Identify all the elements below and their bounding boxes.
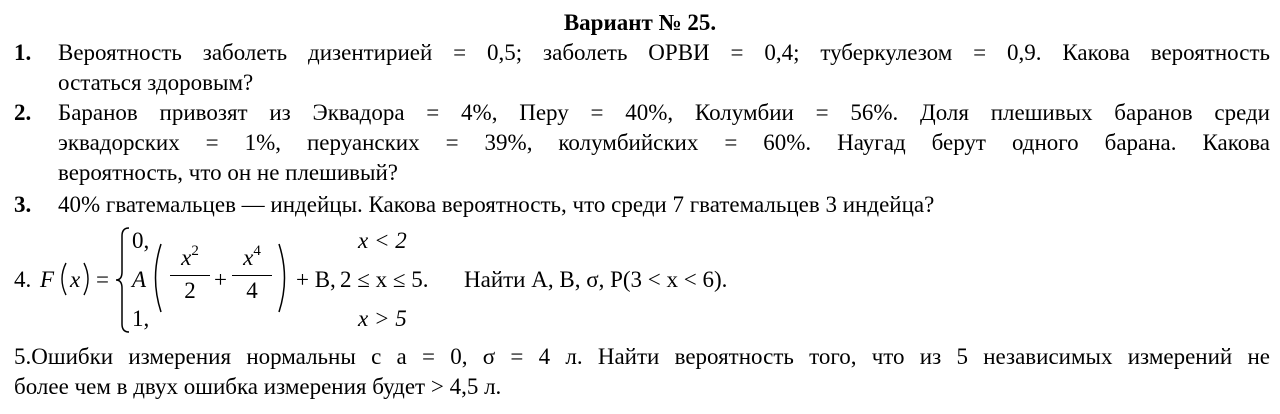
function-argument: x — [70, 267, 81, 292]
problem-2 — [14, 98, 1270, 188]
problem-1 — [14, 38, 1270, 98]
equals-sign: = — [96, 267, 109, 292]
coefficient-a: A — [132, 267, 147, 292]
problem-4-label: 4. — [14, 267, 32, 292]
problem-text-line: остаться здоровым? — [58, 70, 254, 95]
variant-title: Вариант № 25. — [563, 10, 717, 35]
problem-text-line: более чем в двух ошибка измерения будет > 4,5 л. — [14, 374, 502, 399]
left-brace — [114, 226, 132, 334]
case-1-condition: x < 2 — [358, 228, 407, 253]
case-2-condition: 2 ≤ x ≤ 5. — [340, 267, 429, 292]
big-right-paren — [276, 242, 292, 314]
problem-text-line: Вероятность заболеть дизентирией = 0,5; заболеть ОРВИ = 0,4; туберкулезом = 0,9. Какова вероятность — [58, 40, 1270, 65]
problem-5 — [14, 342, 1270, 402]
fraction-x2-over-2: $\frac{x^2}{2}$ — [170, 244, 210, 306]
big-left-paren — [148, 242, 164, 314]
problem-3 — [14, 190, 1270, 220]
problem-text-line: 40% гватемальцев — индейцы. Какова вероятность, что среди 7 гватемальцев 3 индейца? — [58, 192, 935, 217]
problem-4-formula — [14, 224, 1270, 336]
case-3-condition: x > 5 — [358, 306, 407, 331]
plus-sign: + — [214, 267, 227, 292]
problem-text-line: эквадорских = 1%, перуанских = 39%, колумбийских = 60%. Наугад берут одного барана. Какова — [58, 130, 1270, 155]
problem-number: 3. — [14, 192, 32, 217]
function-name: F — [40, 267, 55, 292]
case-1-value: 0, — [132, 228, 150, 253]
fraction-x4-over-4: $\frac{x^4}{4}$ — [232, 244, 272, 306]
case-3-value: 1, — [132, 306, 150, 331]
problem-number: 1. — [14, 40, 32, 65]
right-paren — [82, 262, 94, 296]
problem-text-line: вероятность, что он не плешивый? — [58, 160, 398, 185]
problem-text-line: Баранов привозят из Эквадора = 4%, Перу = 40%, Колумбии = 56%. Доля плешивых баранов среди — [58, 100, 1270, 125]
problem-4-task: Найти A, B, σ, P(3 < x < 6). — [464, 267, 728, 292]
problem-text-line: 5.Ошибки измерения нормальны с a = 0, σ = 4 л. Найти вероятность того, что из 5 независимых измерений не — [14, 344, 1270, 369]
problem-number: 2. — [14, 100, 32, 125]
left-paren — [56, 262, 68, 296]
plus-b-term: + B, — [296, 267, 336, 292]
